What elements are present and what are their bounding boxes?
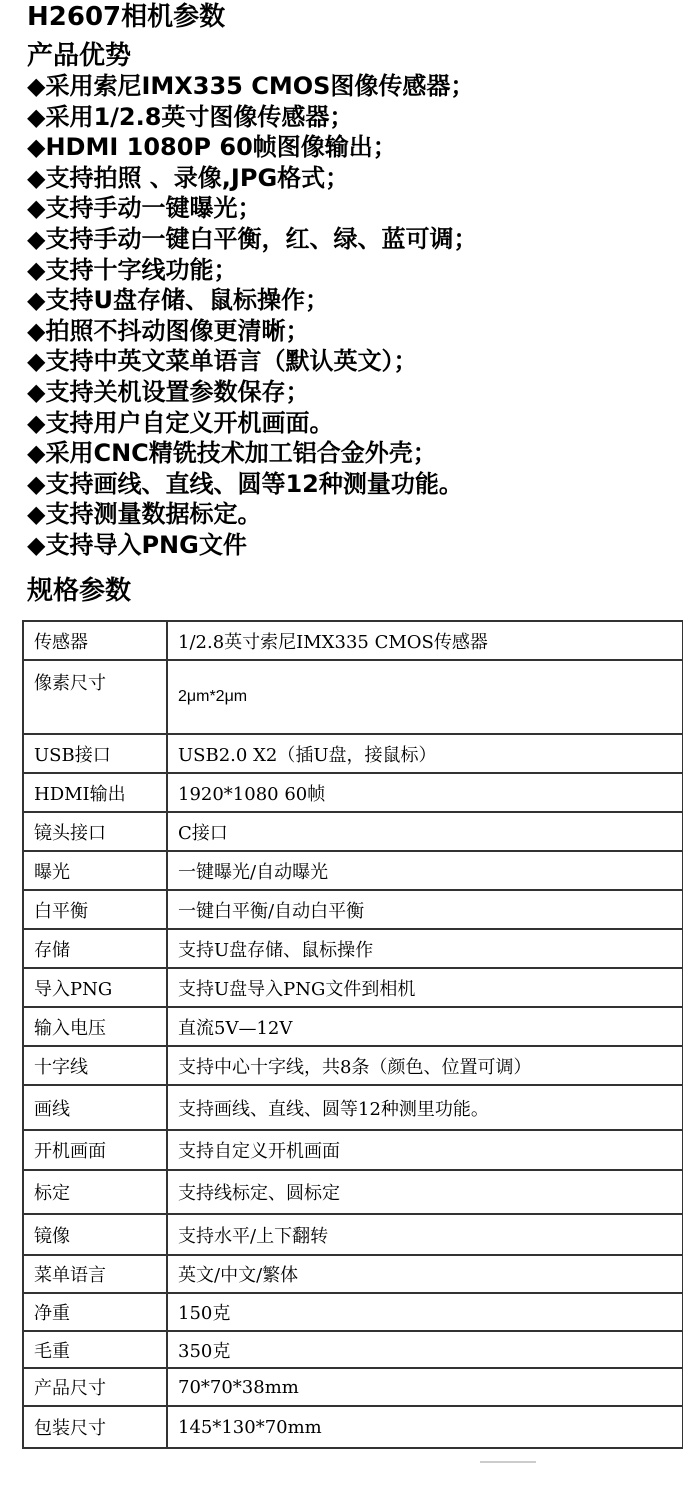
advantage-item: ◆拍照不抖动图像更清晰；: [27, 316, 310, 345]
advantage-item: ◆采用1/2.8英寸图像传感器；: [27, 102, 354, 131]
spec-value: 支持U盘存储、鼠标操作: [167, 929, 683, 968]
advantage-item: ◆支持手动一键白平衡，红、绿、蓝可调；: [27, 224, 478, 253]
table-row: [23, 1293, 683, 1331]
advantage-item: ◆支持测量数据标定。: [27, 500, 262, 529]
specs-heading: 规格参数: [27, 576, 132, 606]
table-row: [23, 734, 683, 773]
spec-value: 支持画线、直线、圆等12种测里功能。: [167, 1085, 683, 1130]
advantage-item: ◆HDMI 1080P 60帧图像输出；: [27, 133, 397, 162]
table-row: [23, 1368, 683, 1406]
spec-value: C接口: [167, 812, 683, 851]
spec-key: 标定: [23, 1170, 167, 1214]
spec-key: 包装尺寸: [23, 1406, 167, 1448]
advantage-item: ◆支持关机设置参数保存；: [27, 377, 310, 406]
spec-value: 英文/中文/繁体: [167, 1255, 683, 1293]
spec-key: 十字线: [23, 1046, 167, 1085]
advantages-list: [27, 71, 477, 561]
advantage-item: ◆支持拍照 、录像,JPG格式；: [27, 163, 350, 192]
table-row: [23, 1170, 683, 1214]
table-row: [23, 1046, 683, 1085]
spec-key: 开机画面: [23, 1130, 167, 1170]
advantage-item: ◆支持导入PNG文件: [27, 530, 247, 559]
scan-mark: [480, 1461, 536, 1463]
table-row: [23, 968, 683, 1007]
spec-key: HDMI输出: [23, 773, 167, 812]
table-row: [23, 660, 683, 734]
advantages-heading: 产品优势: [27, 41, 132, 71]
spec-key: USB接口: [23, 734, 167, 773]
table-row: [23, 1085, 683, 1130]
table-row: [23, 1331, 683, 1368]
table-row: [23, 1255, 683, 1293]
spec-key: 净重: [23, 1293, 167, 1331]
table-row: [23, 773, 683, 812]
spec-key: 像素尺寸: [23, 660, 167, 734]
spec-value: 支持U盘导入PNG文件到相机: [167, 968, 683, 1007]
advantage-item: ◆支持U盘存储、鼠标操作；: [27, 286, 329, 315]
spec-key: 存储: [23, 929, 167, 968]
spec-value: 350克: [167, 1331, 683, 1368]
table-row: [23, 621, 683, 660]
table-row: [23, 1130, 683, 1170]
advantage-item: ◆支持十字线功能；: [27, 255, 238, 284]
spec-key: 画线: [23, 1085, 167, 1130]
table-row: [23, 851, 683, 890]
spec-value: 直流5V—12V: [167, 1007, 683, 1046]
advantage-item: ◆支持手动一键曝光；: [27, 194, 262, 223]
spec-value: 支持线标定、圆标定: [167, 1170, 683, 1214]
spec-value: 2μm*2μm: [167, 660, 683, 734]
spec-key: 曝光: [23, 851, 167, 890]
spec-value: 150克: [167, 1293, 683, 1331]
spec-value: USB2.0 X2（插U盘，接鼠标）: [167, 734, 683, 773]
advantage-item: ◆采用索尼IMX335 CMOS图像传感器；: [27, 72, 475, 100]
table-row: [23, 890, 683, 929]
table-row: [23, 1406, 683, 1448]
spec-value: 一键白平衡/自动白平衡: [167, 890, 683, 929]
table-row: [23, 1214, 683, 1255]
spec-key: 输入电压: [23, 1007, 167, 1046]
advantage-item: ◆支持中英文菜单语言（默认英文）；: [27, 347, 418, 376]
spec-key: 产品尺寸: [23, 1368, 167, 1406]
spec-key: 传感器: [23, 621, 167, 660]
advantage-item: ◆采用CNC精铣技术加工铝合金外壳；: [27, 439, 437, 468]
spec-value: 一键曝光/自动曝光: [167, 851, 683, 890]
spec-key: 白平衡: [23, 890, 167, 929]
spec-value: 70*70*38mm: [167, 1368, 683, 1406]
spec-value: 1920*1080 60帧: [167, 773, 683, 812]
spec-value: 1/2.8英寸索尼IMX335 CMOS传感器: [167, 621, 683, 660]
table-row: [23, 812, 683, 851]
table-right-edge: [683, 620, 685, 1456]
spec-key: 菜单语言: [23, 1255, 167, 1293]
table-row: [23, 1007, 683, 1046]
spec-key: 镜像: [23, 1214, 167, 1255]
table-row: [23, 929, 683, 968]
spec-value: 支持中心十字线，共8条（颜色、位置可调）: [167, 1046, 683, 1085]
spec-value: 支持水平/上下翻转: [167, 1214, 683, 1255]
spec-key: 镜头接口: [23, 812, 167, 851]
spec-key: 毛重: [23, 1331, 167, 1368]
advantage-item: ◆支持画线、直线、圆等12种测量功能。: [27, 469, 463, 498]
advantage-item: ◆支持用户自定义开机画面。: [27, 408, 334, 437]
spec-key: 导入PNG: [23, 968, 167, 1007]
spec-value: 145*130*70mm: [167, 1406, 683, 1448]
spec-table: [22, 620, 684, 1449]
spec-value: 支持自定义开机画面: [167, 1130, 683, 1170]
page-title: H2607相机参数: [27, 2, 226, 32]
